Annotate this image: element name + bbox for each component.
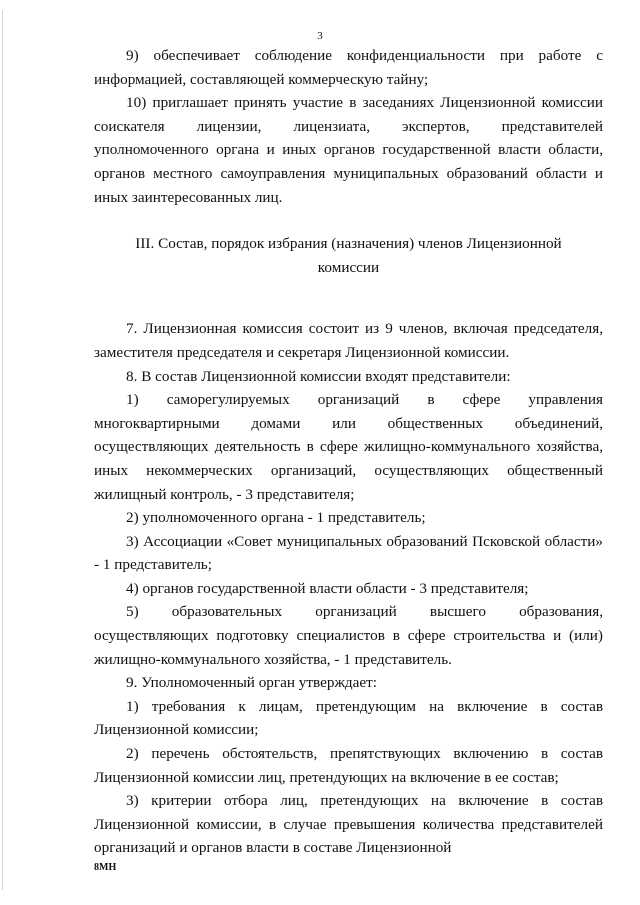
paragraph-8-item-1: 1) саморегулируемых организаций в сфере управления многоквартирными домами или общественных объединений, осуществляющих деятельность в сфере жилищно-коммунального хозяйства, иных некоммерческих организаций, осуществляющих общественный жилищный контроль, - 3 представителя; [94, 391, 603, 503]
page-number: 3 [317, 30, 323, 42]
section-heading-line1: III. Состав, порядок избрания (назначения) членов Лицензионной [135, 235, 562, 253]
paragraph-9: 9. Уполномоченный орган утверждает: [126, 674, 377, 692]
scan-edge-line [2, 10, 3, 890]
paragraph-9-item-1: 1) требования к лицам, претендующим на включение в состав Лицензионной комиссии; [94, 697, 603, 739]
paragraph-9-item-2: 2) перечень обстоятельств, препятствующих включению в состав Лицензионной комиссии лиц, претендующих на включение в ее состав; [94, 745, 603, 786]
paragraph-item-9: 9) обеспечивает соблюдение конфиденциальности при работе с информацией, составляющей коммерческую тайну; [94, 47, 603, 88]
document-body [94, 44, 603, 860]
paragraph-8-item-4: 4) органов государственной власти области - 3 представителя; [126, 579, 529, 597]
paragraph-9-item-3: 3) критерии отбора лиц, претендующих на включение в состав Лицензионной комиссии, в случае превышения количества представителей организаций и органов власти в составе Лицензионной [94, 792, 603, 857]
paragraph-8: 8. В состав Лицензионной комиссии входят представители: [126, 367, 511, 385]
paragraph-item-10: 10) приглашает принять участие в заседаниях Лицензионной комиссии соискателя лицензии, лицензиата, экспертов, представителей уполномоченного органа и иных органов государственной власти области, органов местного самоуправления муниципальных образований области и иных заинтересованных лиц. [94, 94, 603, 206]
paragraph-8-item-5: 5) образовательных организаций высшего образования, осуществляющих подготовку специалистов в сфере строительства и (или) жилищно-коммунального хозяйства, - 1 представитель. [94, 603, 603, 668]
footer-code: 8МН [94, 862, 117, 873]
section-heading-line2: комиссии [317, 258, 380, 276]
paragraph-7: 7. Лицензионная комиссия состоит из 9 членов, включая председателя, заместителя председателя и секретаря Лицензионной комиссии. [94, 320, 603, 361]
paragraph-8-item-2: 2) уполномоченного органа - 1 представитель; [126, 509, 426, 527]
paragraph-8-item-3: 3) Ассоциации «Совет муниципальных образований Псковской области» - 1 представитель; [94, 532, 603, 574]
